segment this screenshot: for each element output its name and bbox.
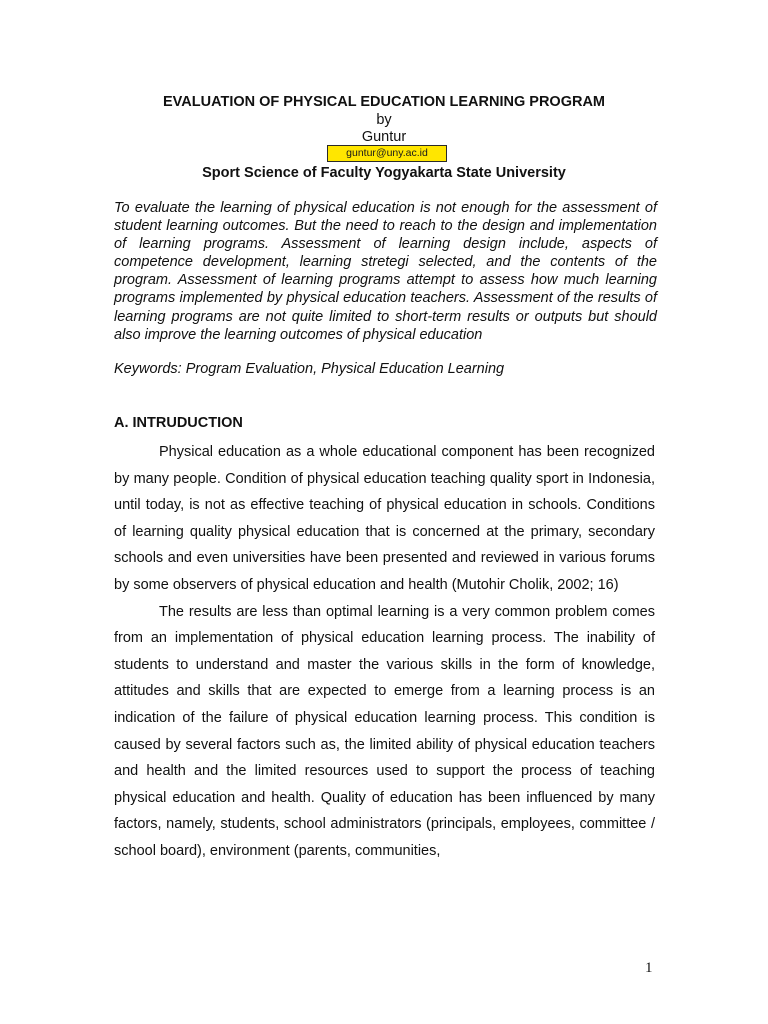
byline-by: by bbox=[376, 112, 392, 128]
body-paragraph: Physical education as a whole educational component has been recognized by many people. Condition of physical education teaching quality sport in Indonesia, until today, is not as effective teaching of physical education in schools. Conditions of learning quality physical education that is concerned at the primary, secondary schools and even universities have been presented and reviewed in various forums by some observers of physical education and health (Mutohir Cholik, 2002; 16) bbox=[114, 444, 655, 593]
author-email[interactable]: guntur@uny.ac.id bbox=[327, 145, 447, 162]
author-affiliation: Sport Science of Faculty Yogyakarta State University bbox=[202, 165, 566, 181]
keywords: Keywords: Program Evaluation, Physical Education Learning bbox=[114, 361, 505, 377]
paper-title: EVALUATION OF PHYSICAL EDUCATION LEARNING PROGRAM bbox=[163, 94, 605, 110]
section-heading-introduction: A. INTRUDUCTION bbox=[114, 415, 243, 431]
introduction-body bbox=[114, 439, 655, 865]
author-name: Guntur bbox=[361, 129, 407, 145]
abstract: To evaluate the learning of physical education is not enough for the assessment of student learning outcomes. But the need to reach to the design and implementation of learning programs. Assessment of learning design include, aspects of competence development, learning stretegi selected, and the contents of the program. Assessment of learning programs attempt to assess how much learning programs implemented by physical education teachers. Assessment of the results of learning programs are not quite limited to short-term results or outputs but should also improve the learning outcomes of physical education bbox=[114, 200, 657, 343]
body-paragraph: The results are less than optimal learning is a very common problem comes from an implementation of physical education learning process. The inability of students to understand and master the various skills in the form of knowledge, attitudes and skills that are expected to emerge from a learning process is an indication of the failure of physical education learning process. This condition is caused by several factors such as, the limited ability of physical education teachers and health and the limited resources used to support the process of teaching physical education and health. Quality of education has been influenced by many factors, namely, students, school administrators (principals, employees, committee / school board), environment (parents, communities, bbox=[114, 603, 655, 859]
page-number: 1 bbox=[645, 960, 653, 976]
